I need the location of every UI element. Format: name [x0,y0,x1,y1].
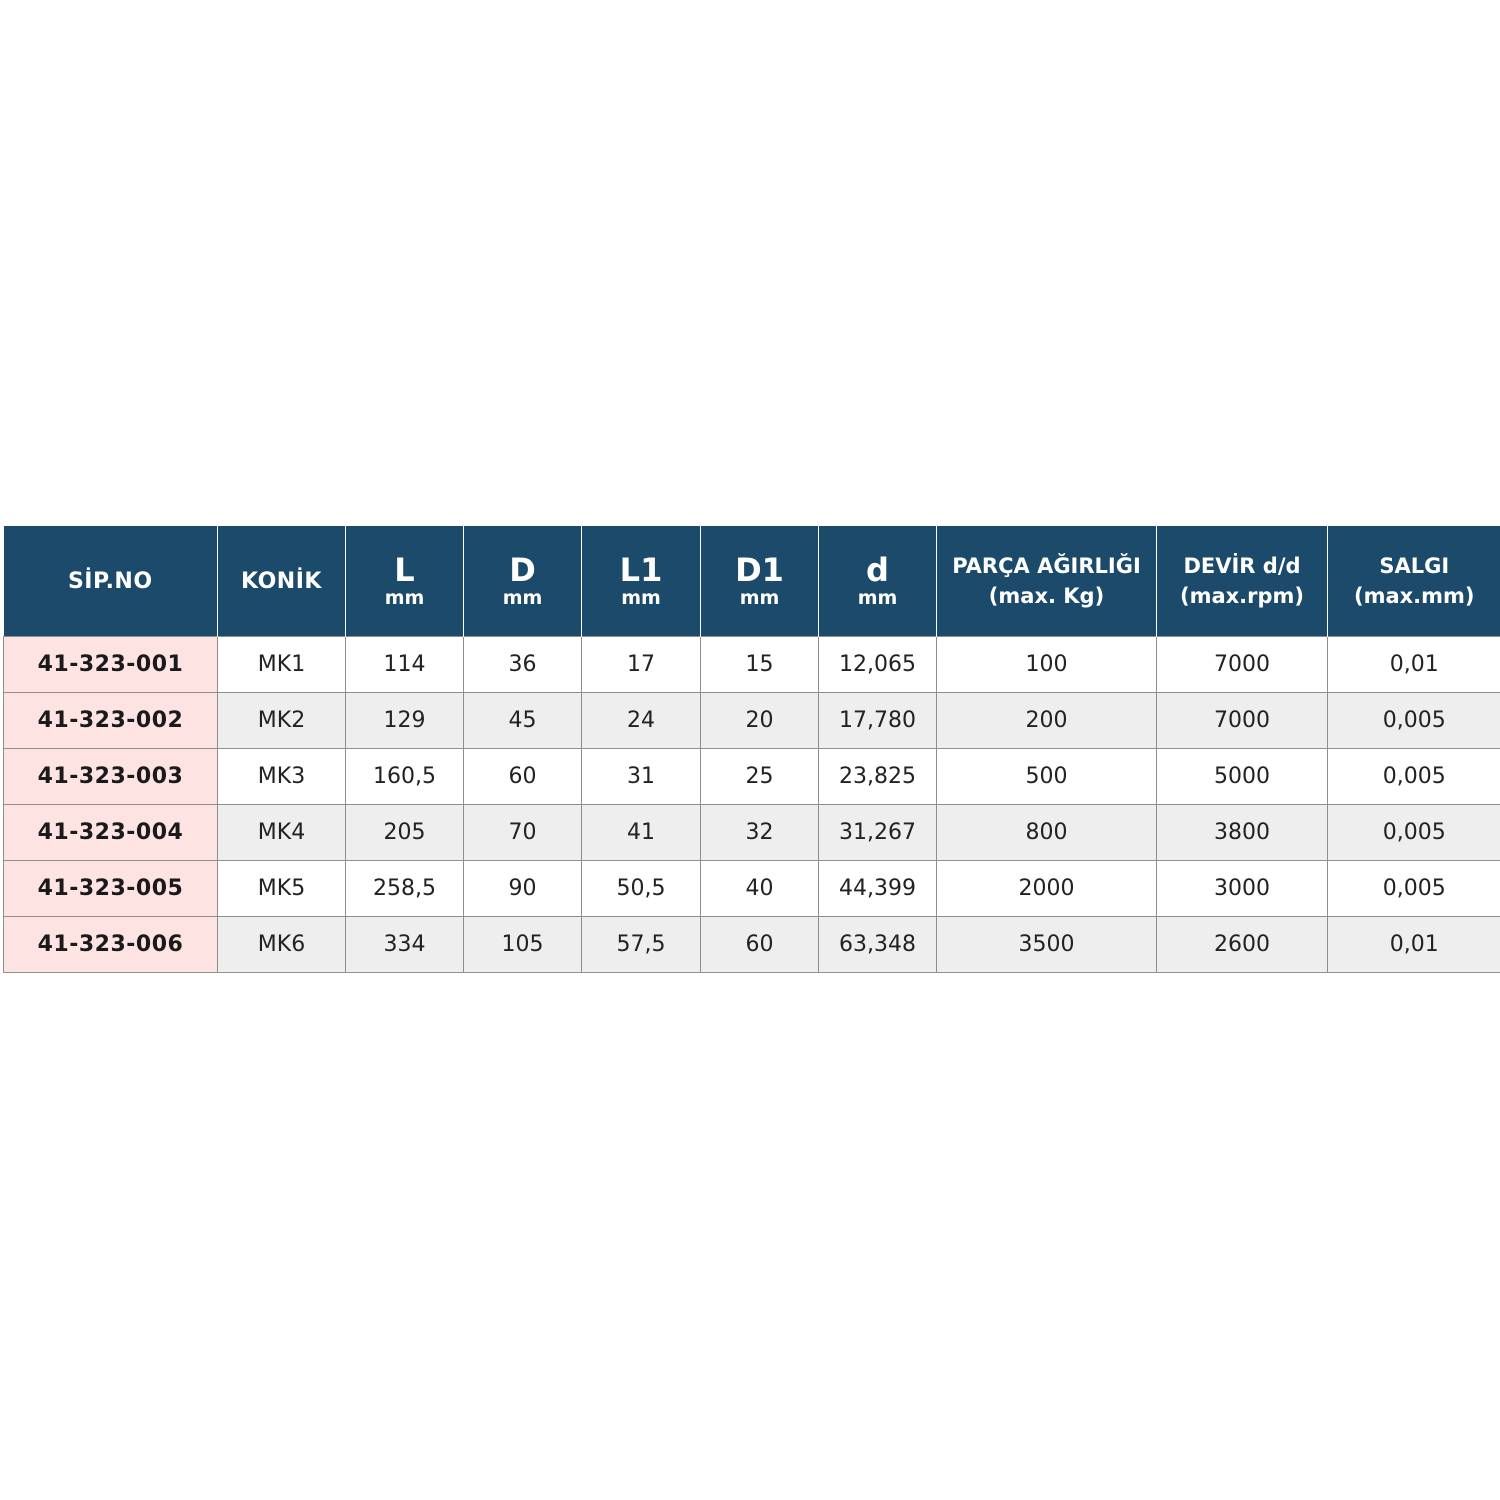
cell-order-no: 41-323-005 [4,861,218,917]
cell-order-no: 41-323-002 [4,693,218,749]
cell-length: 205 [346,805,464,861]
cell-speed: 7000 [1157,637,1328,693]
table-header [4,526,1500,637]
header-label: SALGI [1379,554,1450,578]
header-length-1 [582,526,701,637]
cell-diameter-1: 40 [701,861,819,917]
table-body [4,637,1500,973]
cell-taper: MK2 [218,693,346,749]
cell-length-1: 50,5 [582,861,701,917]
cell-length: 334 [346,917,464,973]
header-runout [1328,526,1500,637]
header-unit: mm [857,587,898,609]
table-row [4,749,1500,805]
cell-speed: 7000 [1157,693,1328,749]
header-row [4,526,1500,637]
cell-length-1: 17 [582,637,701,693]
cell-small-diameter: 63,348 [819,917,937,973]
cell-runout: 0,01 [1328,917,1500,973]
cell-taper: MK4 [218,805,346,861]
header-label: D1 [735,551,784,589]
header-part-weight [937,526,1157,637]
cell-taper: MK1 [218,637,346,693]
header-label: L1 [619,551,663,589]
cell-taper: MK3 [218,749,346,805]
header-unit: (max. Kg) [988,584,1105,608]
cell-small-diameter: 44,399 [819,861,937,917]
cell-diameter-1: 60 [701,917,819,973]
cell-length: 114 [346,637,464,693]
header-label: KONİK [241,568,322,594]
cell-diameter: 36 [464,637,582,693]
cell-diameter-1: 32 [701,805,819,861]
cell-part-weight: 200 [937,693,1157,749]
cell-part-weight: 3500 [937,917,1157,973]
table-row [4,637,1500,693]
cell-part-weight: 800 [937,805,1157,861]
cell-runout: 0,005 [1328,861,1500,917]
cell-part-weight: 2000 [937,861,1157,917]
header-label: DEVİR d/d [1183,554,1301,578]
cell-order-no: 41-323-006 [4,917,218,973]
cell-order-no: 41-323-004 [4,805,218,861]
header-label: d [866,551,889,589]
cell-small-diameter: 12,065 [819,637,937,693]
cell-diameter: 45 [464,693,582,749]
header-diameter [464,526,582,637]
header-label: SİP.NO [67,568,153,594]
cell-taper: MK6 [218,917,346,973]
header-unit: mm [502,587,543,609]
cell-part-weight: 100 [937,637,1157,693]
header-speed [1157,526,1328,637]
cell-length: 160,5 [346,749,464,805]
product-spec-table [3,526,1500,973]
header-diameter-1 [701,526,819,637]
cell-diameter: 60 [464,749,582,805]
cell-speed: 3000 [1157,861,1328,917]
cell-small-diameter: 23,825 [819,749,937,805]
cell-part-weight: 500 [937,749,1157,805]
cell-length: 258,5 [346,861,464,917]
cell-speed: 3800 [1157,805,1328,861]
table-row [4,861,1500,917]
cell-runout: 0,005 [1328,805,1500,861]
header-taper [218,526,346,637]
header-small-diameter [819,526,937,637]
header-label: L [394,551,415,589]
cell-length-1: 31 [582,749,701,805]
table-row [4,917,1500,973]
cell-runout: 0,01 [1328,637,1500,693]
cell-runout: 0,005 [1328,693,1500,749]
product-spec-table-container [3,526,1500,973]
cell-order-no: 41-323-001 [4,637,218,693]
header-label: D [509,551,536,589]
cell-diameter: 105 [464,917,582,973]
header-unit: mm [384,587,425,609]
table-row [4,805,1500,861]
cell-taper: MK5 [218,861,346,917]
cell-small-diameter: 31,267 [819,805,937,861]
table-row [4,693,1500,749]
cell-diameter: 70 [464,805,582,861]
cell-diameter-1: 25 [701,749,819,805]
cell-length-1: 41 [582,805,701,861]
cell-diameter: 90 [464,861,582,917]
cell-order-no: 41-323-003 [4,749,218,805]
header-order-no [4,526,218,637]
cell-diameter-1: 15 [701,637,819,693]
cell-runout: 0,005 [1328,749,1500,805]
cell-length: 129 [346,693,464,749]
cell-length-1: 57,5 [582,917,701,973]
header-unit: (max.rpm) [1179,584,1305,608]
cell-speed: 5000 [1157,749,1328,805]
header-length [346,526,464,637]
cell-speed: 2600 [1157,917,1328,973]
cell-diameter-1: 20 [701,693,819,749]
header-unit: mm [621,587,661,609]
cell-length-1: 24 [582,693,701,749]
header-unit: (max.mm) [1353,584,1475,608]
header-label: PARÇA AĞIRLIĞI [952,554,1141,578]
header-unit: mm [739,587,780,609]
cell-small-diameter: 17,780 [819,693,937,749]
